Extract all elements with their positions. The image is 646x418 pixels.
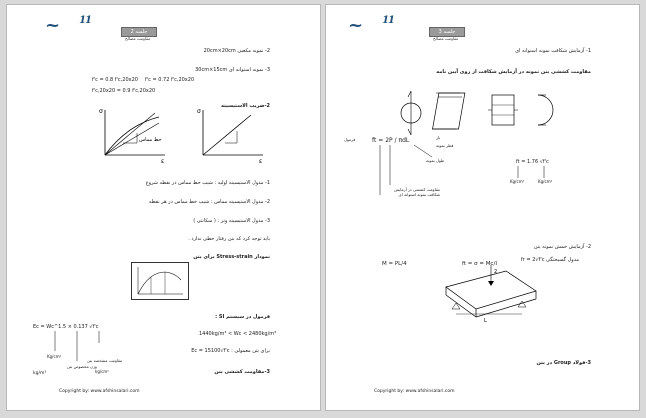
copyright-right: Copyright by: www.afshinsalari.com (374, 389, 455, 394)
splitting-test-figure (396, 81, 566, 141)
axis-sigma-b: σ (197, 108, 201, 115)
axis-eps-a: ε (161, 158, 165, 165)
cube-sample-line: 2- نمونه مکعبی 20cm×20cm (203, 48, 270, 54)
stress-strain-title: نمودار Stress-strain برای بتن (193, 254, 270, 260)
steel-group-heading: 3-فولاد Group در بتن (536, 360, 591, 366)
equation-1: f'c = 0.8 f'c,20x20 (92, 77, 138, 83)
modulus-tangent: 2- مدول الاستیسیته مماس : شیب خط مماس در هر نقطه (148, 199, 270, 205)
unit-kgcm2: Kg/cm² (47, 354, 62, 359)
modulus-initial: 1- مدول الاستیسیته اولیه : شیب خط مماس در نقطه شروع (145, 180, 270, 186)
logo-text: ~ (45, 15, 60, 36)
nonlinear-note: باید توجه کرد که بتن رفتار خطی ندارد . (188, 236, 270, 242)
elastic-modulus-heading: 2-ضریب الاستیسیته (220, 103, 270, 109)
moment-formula: M = PL/4 (382, 261, 407, 267)
modulus-chart-a (97, 105, 167, 165)
site-logo (348, 15, 394, 39)
axis-eps-b: ε (259, 158, 263, 165)
splitting-strength-note: مقاومت کششی در آزمایش شکافت نمونه استوانه ای (394, 187, 440, 197)
flexure-test-heading: 2- آزمایش خمش نمونه بتن (533, 244, 591, 250)
strength-label: مقاومت مشخصه بتن (87, 358, 123, 363)
unit-kgcm2-right: Kg/cm² (538, 179, 553, 184)
modulus-secant: 3- مدول الاستیسیته وتر : ( سکانتی ) (193, 218, 270, 224)
site-logo (45, 15, 91, 39)
rupture-modulus: مدول گسیختگی fr = 2√f'c (521, 257, 579, 263)
ft-arrows (514, 166, 554, 180)
span-label: L (484, 318, 487, 324)
load-label: بار (436, 135, 441, 140)
copyright-left: Copyright by: www.afshinsalari.com (59, 389, 140, 394)
splitting-test-heading: 1- آزمایش شکافت نمونه استوانه ای (515, 48, 591, 54)
equation-2: f'c = 0.72 f'c,20x20 (145, 77, 195, 83)
splitting-strength-line: مقاومت کششی بتن نمونه در آزمایش شکافت از روی آیین نامه (436, 69, 591, 75)
formula-label: فرمول (344, 137, 356, 142)
stress-strain-figure (131, 262, 189, 300)
weight-label: وزن مخصوص بتن (67, 364, 97, 369)
document-page-left (6, 4, 321, 411)
flexural-stress-formula: ft = σ = Mc/I (462, 261, 497, 267)
ec-formula: Ec = Wc^1.5 × 0.137 √f'c (33, 324, 99, 330)
unit-kgm3: kg/m³ (33, 371, 47, 376)
document-page-right (325, 4, 640, 411)
cylinder-sample-line: 3- نمونه استوانه ای 30cm×15cm (195, 67, 270, 73)
session-subject: مقاومت مصالح (125, 36, 151, 41)
beam-load-label: 2 (494, 269, 498, 275)
beam-figure (426, 267, 546, 327)
tangent-label: خط مماس (139, 137, 162, 143)
logo-number: 11 (79, 15, 91, 26)
unit-kgcm2-b: kg/cm² (95, 369, 109, 374)
equation-3: f'c,20x20 = 0.9 f'c,20x20 (92, 88, 156, 94)
tensile-strength-heading: 3-مقاومت کششی بتن (214, 369, 270, 375)
modulus-chart-b (195, 105, 265, 165)
session-subject: مقاومت مصالح (433, 36, 459, 41)
length-label: طول نمونه (426, 158, 445, 163)
normal-concrete-formula: برای بتن معمولی : Ec = 15100√f'c (191, 348, 270, 354)
density-range: 1440kg/m³ < Wc < 2480kg/m³ (199, 331, 277, 337)
axis-sigma-a: σ (99, 108, 103, 115)
session-label: جلسه 2 (121, 27, 157, 37)
diameter-label: قطر نمونه (436, 143, 454, 148)
ft-constant: ft = 1.76 √f'c (516, 159, 549, 165)
logo-text: ~ (348, 15, 363, 36)
si-formula-title: فرمول در سیستم SI : (215, 314, 270, 320)
session-label: جلسه 3 (429, 27, 465, 37)
logo-number: 11 (382, 15, 394, 26)
unit-kgcm2-left: Kg/cm² (510, 179, 525, 184)
ft-formula: ft = 2P / πdL (372, 137, 410, 144)
